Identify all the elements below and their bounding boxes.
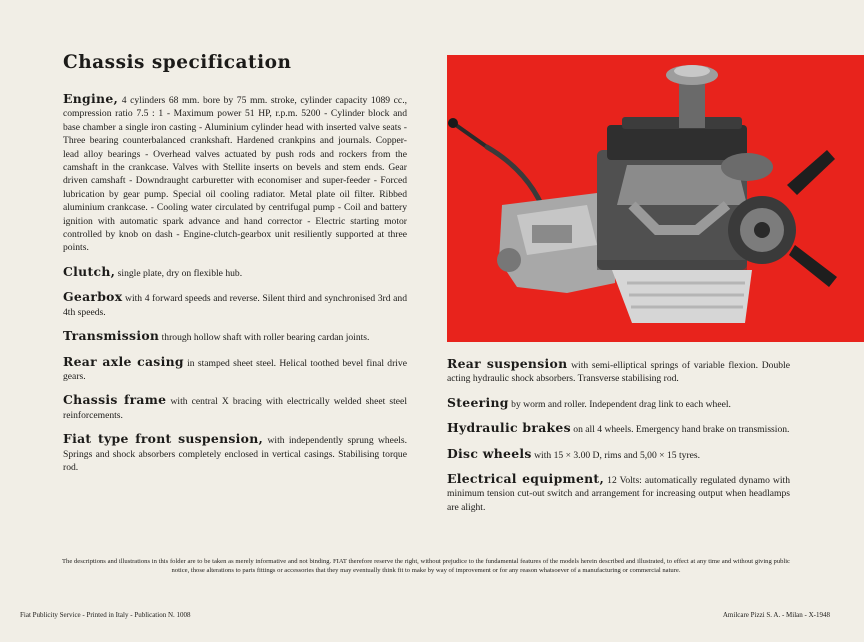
spec-hydraulic-brakes <box>447 421 790 436</box>
spec-text: with 15 × 3.00 D, rims and 5,00 × 15 tyres. <box>531 449 701 461</box>
spec-text: in stamped sheet steel. Helical toothed bevel final drive gears. <box>63 357 407 382</box>
spec-text: 12 Volts: automatically regulated dynamo with minimum tension cut-out switch and arrangement for increasing output when headlamps are alight. <box>447 475 790 513</box>
spec-heading: Transmission <box>63 328 160 344</box>
engine-photo <box>447 55 864 342</box>
spec-heading: Rear axle casing <box>63 353 184 369</box>
spec-text: on all 4 wheels. Emergency hand brake on transmission. <box>570 424 790 436</box>
spec-chassis-frame <box>63 393 407 422</box>
spec-text: by worm and roller. Independent drag link to each wheel. <box>508 398 731 410</box>
spec-heading: Gearbox <box>63 289 123 305</box>
disclaimer-text: The descriptions and illustrations in this folder are to be taken as merely informative and not binding. FIAT therefore reserve the right, without prejudice to the fundamental features of the models herein described and illustrated, to effect at any time and without giving public notice, those alterations to parts fittings or accessories that they may eventually think fit to make by way of improvement or for any reason whatsoever of a manufacturing or commercial nature. <box>62 558 790 575</box>
spec-heading: Steering <box>447 394 509 410</box>
spec-electrical-equipment <box>447 472 790 514</box>
left-column <box>63 92 407 484</box>
spec-heading: Chassis frame <box>63 392 167 408</box>
spec-front-suspension <box>63 432 407 474</box>
spec-text: with central X bracing with electrically welded sheet steel reinforcements. <box>63 396 407 421</box>
spec-heading: Engine, <box>63 91 119 106</box>
spec-gearbox <box>63 290 407 319</box>
spec-heading: Rear suspension <box>447 356 568 371</box>
page-title: Chassis specification <box>63 52 292 73</box>
footer-printer: Amilcare Pizzi S. A. - Milan - X-1948 <box>722 611 830 619</box>
spec-heading: Electrical equipment, <box>447 471 605 487</box>
spec-rear-suspension <box>447 357 790 386</box>
spec-clutch <box>63 265 407 280</box>
spec-text: with 4 forward speeds and reverse. Silent third and synchronised 3rd and 4th speeds. <box>63 293 407 318</box>
spec-text: with independently sprung wheels. Springs and shock absorbers completely enclosed in vertical casings. Stabilising torque rod. <box>63 435 407 473</box>
spec-text: 4 cylinders 68 mm. bore by 75 mm. stroke, cylinder capacity 1089 cc., compression ratio 7.5 : 1 - Maximum power 51 HP, r.p.m. 5200 - Cylinder block and base chamber a single iron casting - Aluminium cylinder head with inserted valve seats - Three bearing counterbalanced crankshaft. Hardened crankpins and journals. Copper-lead alloy bearings - Overhead valves actuated by push rods and rockers from the camshaft in the crankcase. Valves with Stellite inserts on bevels and stem ends. Gear driven camshaft - Downdraught carburetter with economiser and super-feeder - Forced lubrication by gear pump. Special oil cooling radiator. Metal plate oil filter. Ribbed aluminium crankcase. - Cooling water circulated by centrifugal pump - Coil and battery ignition with automatic spark advance and hand corrector - Electric starting motor controlled by knob on dash - Engine-clutch-gearbox unit resiliently supported at three points. <box>63 95 407 254</box>
spec-heading: Clutch, <box>63 263 116 279</box>
spec-heading: Hydraulic brakes <box>447 420 571 436</box>
spec-engine <box>63 92 407 255</box>
right-column <box>447 357 790 524</box>
spec-text: through hollow shaft with roller bearing cardan joints. <box>159 332 370 344</box>
spec-steering <box>447 396 790 411</box>
spec-rear-axle-casing <box>63 355 407 384</box>
spec-heading: Disc wheels <box>447 445 532 461</box>
spec-disc-wheels <box>447 447 790 462</box>
spec-transmission <box>63 329 407 344</box>
spec-text: single plate, dry on flexible hub. <box>115 267 243 279</box>
spec-heading: Fiat type front suspension, <box>63 431 264 447</box>
spec-text: with semi-elliptical springs of variable flexion. Double acting hydraulic shock absorbers. Transverse stabilising rod. <box>447 360 790 385</box>
footer-publication: Fiat Publicity Service - Printed in Italy - Publication N. 1008 <box>20 611 191 619</box>
engine-illustration <box>447 55 864 342</box>
